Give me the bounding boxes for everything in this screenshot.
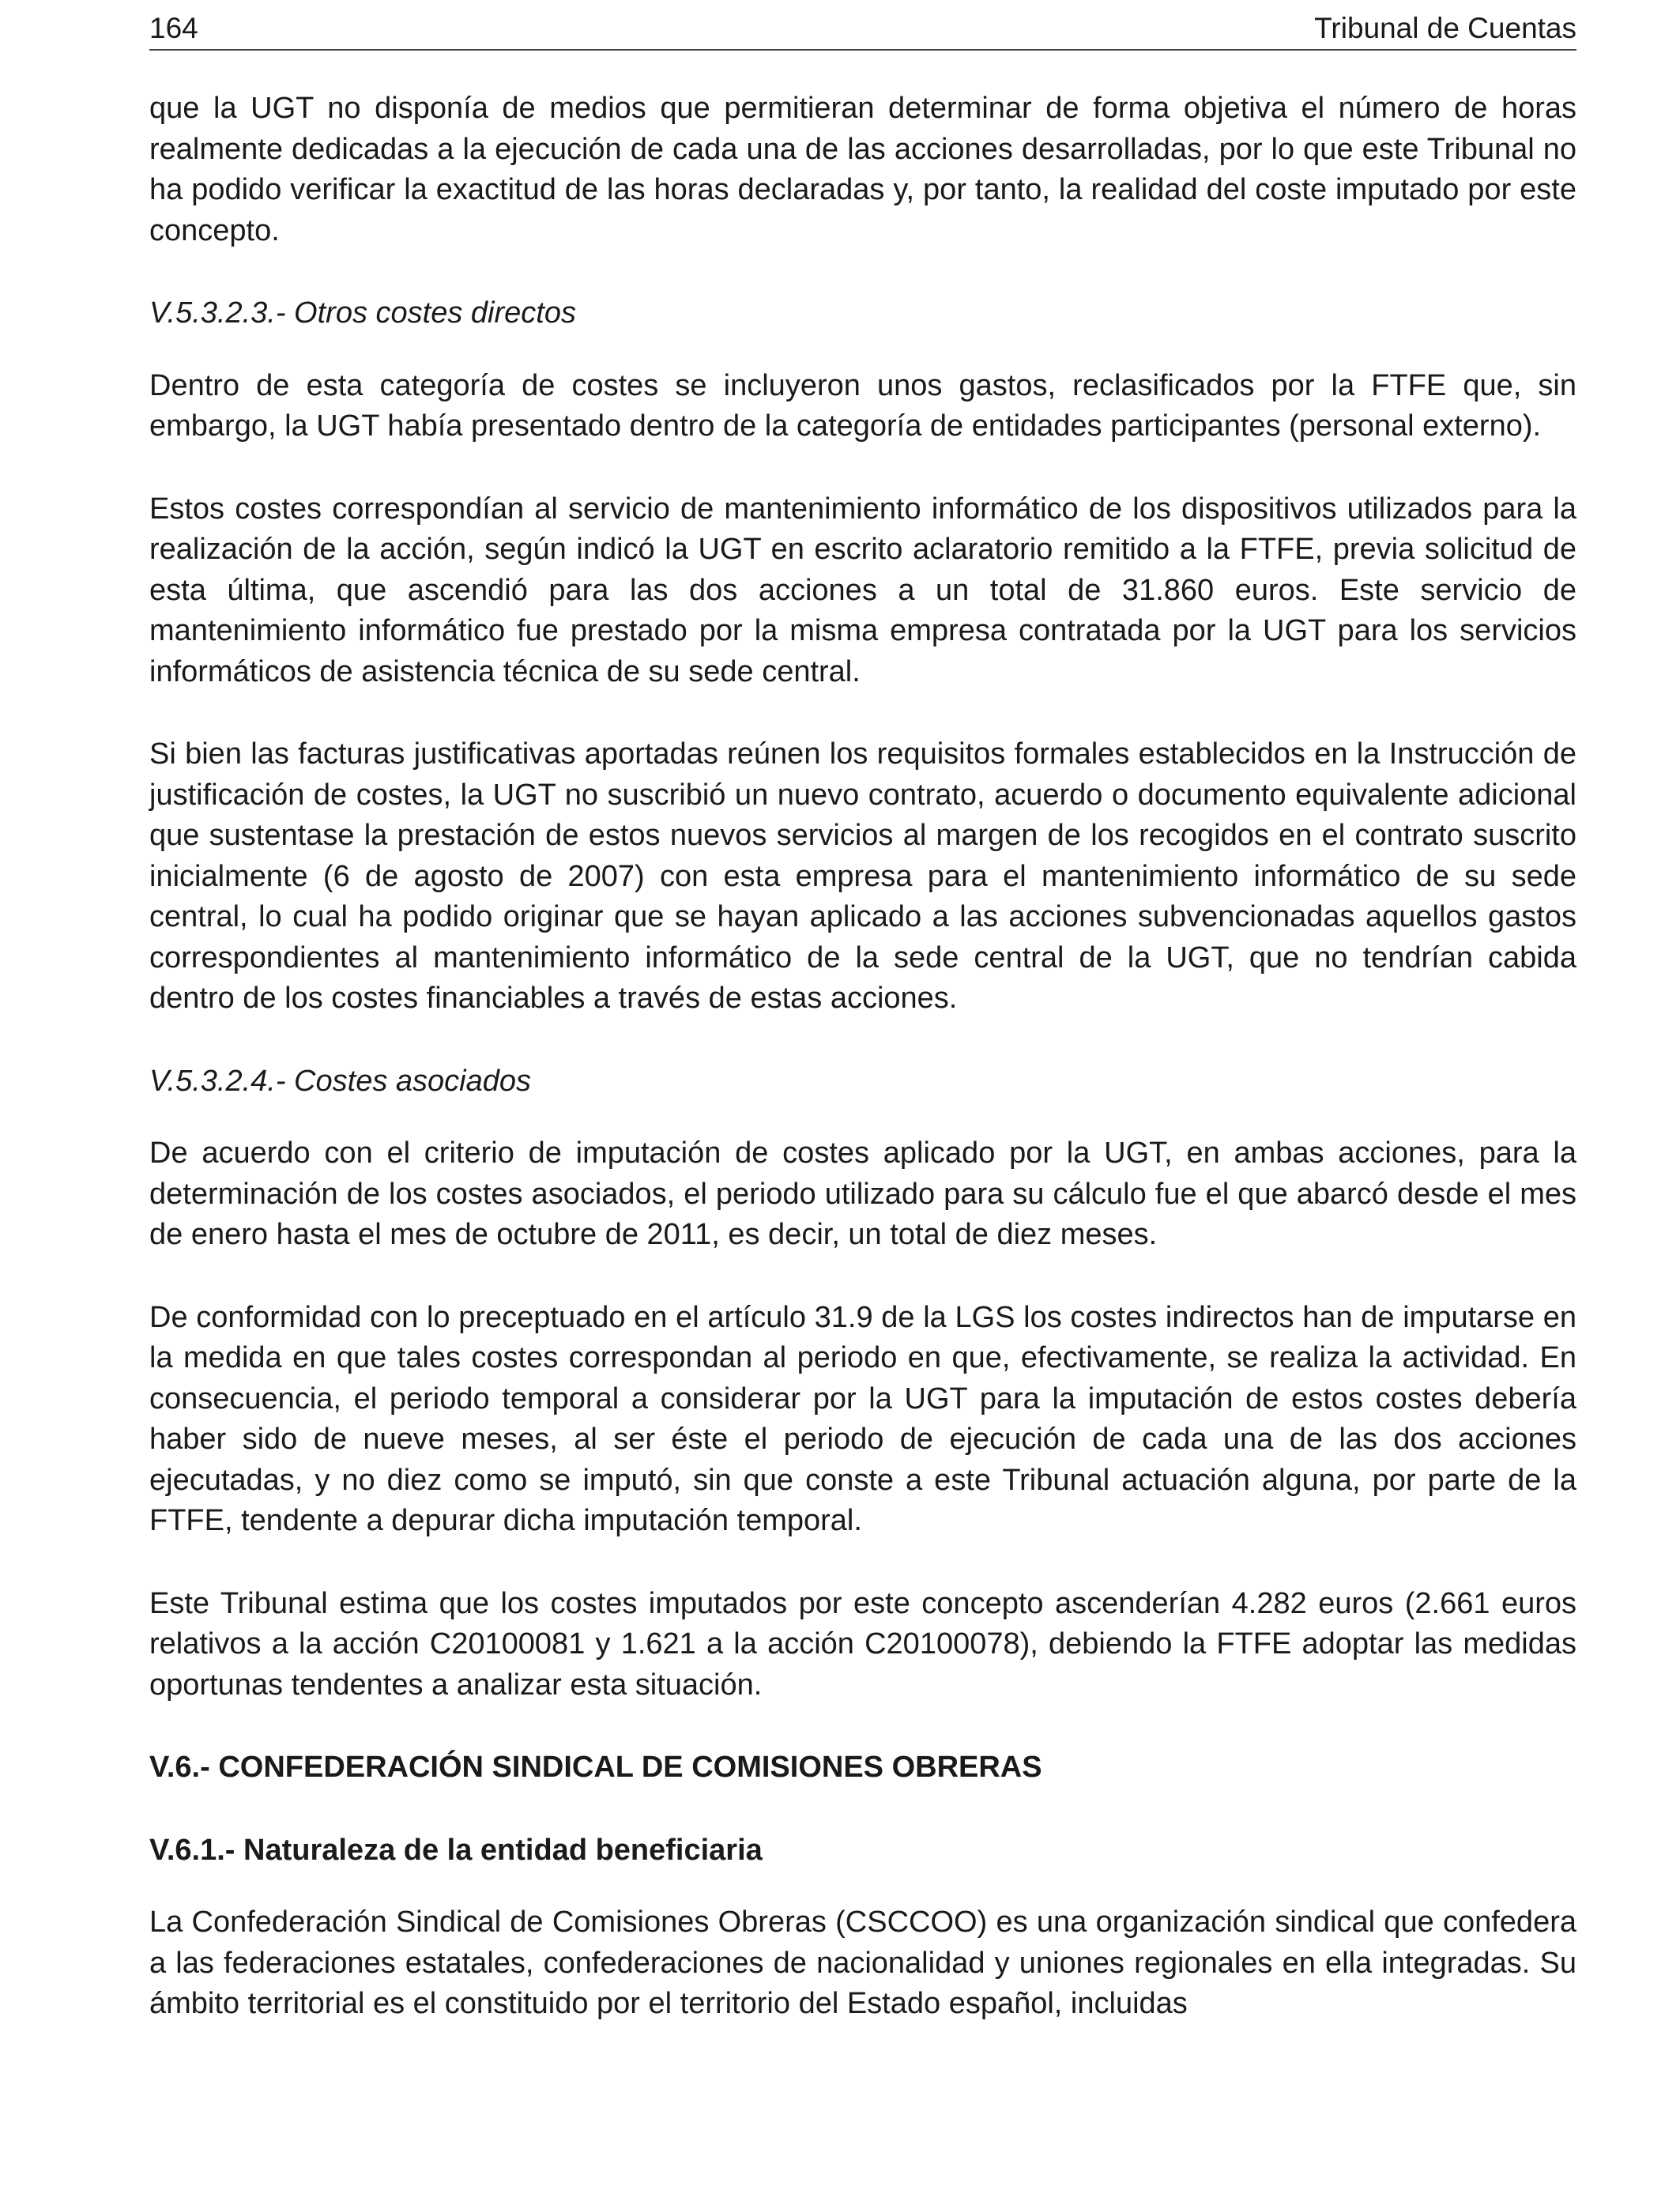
- paragraph: La Confederación Sindical de Comisiones Obreras (CSCCOO) es una organización sindical que confedera a las federaciones estatales, confederaciones de nacionalidad y uniones regionales en ella integradas. Su ámbito territorial es el constituido por el territorio del Estado español, incluidas: [149, 1906, 1576, 2020]
- paragraph: De acuerdo con el criterio de imputación de costes aplicado por la UGT, en ambas acciones, para la determinación de los costes asociados, el periodo utilizado para su cálculo fue el que abarcó desde el mes de enero hasta el mes de octubre de 2011, es decir, un total de diez meses.: [149, 1137, 1576, 1251]
- running-title: Tribunal de Cuentas: [1314, 12, 1576, 44]
- subsection-heading-v61: V.6.1.- Naturaleza de la entidad beneficiaria: [149, 1833, 763, 1867]
- page-header: [149, 9, 1576, 51]
- subheading-otros-costes-directos: V.5.3.2.3.- Otros costes directos: [149, 296, 576, 330]
- paragraph: Dentro de esta categoría de costes se incluyeron unos gastos, reclasificados por la FTFE que, sin embargo, la UGT había presentado dentro de la categoría de entidades participantes (personal externo).: [149, 368, 1576, 443]
- subheading-costes-asociados: V.5.3.2.4.- Costes asociados: [149, 1064, 531, 1098]
- paragraph: Estos costes correspondían al servicio de mantenimiento informático de los dispositivos utilizados para la realización de la acción, según indicó la UGT en escrito aclaratorio remitido a la FTFE, previa solicitud de esta última, que ascendió para las dos acciones a un total de 31.860 euros. Este servicio de mantenimiento informático fue prestado por la misma empresa contratada por la UGT para los servicios informáticos de asistencia técnica de su sede central.: [149, 492, 1576, 688]
- paragraph: Si bien las facturas justificativas aportadas reúnen los requisitos formales establecidos en la Instrucción de justificación de costes, la UGT no suscribió un nuevo contrato, acuerdo o documento equivalente adicional que sustentase la prestación de estos nuevos servicios al margen de los recogidos en el contrato suscrito inicialmente (6 de agosto de 2007) con esta empresa para el mantenimiento informático de su sede central, lo cual ha podido originar que se hayan aplicado a las acciones subvencionadas aquellos gastos correspondientes al mantenimiento informático de la sede central de la UGT, que no tendrían cabida dentro de los costes financiables a través de estas acciones.: [149, 737, 1576, 1015]
- document-body: [149, 89, 1576, 2067]
- paragraph: Este Tribunal estima que los costes imputados por este concepto ascenderían 4.282 euros (2.661 euros relativos a la acción C20100081 y 1.621 a la acción C20100078), debiendo la FTFE adoptar las medidas oportunas tendentes a analizar esta situación.: [149, 1586, 1576, 1702]
- document-page: [149, 0, 1576, 2194]
- paragraph: que la UGT no disponía de medios que permitieran determinar de forma objetiva el número de horas realmente dedicadas a la ejecución de cada una de las acciones desarrolladas, por lo que este Tribunal no ha podido verificar la exactitud de las horas declaradas y, por tanto, la realidad del coste imputado por este concepto.: [149, 92, 1576, 247]
- paragraph: De conformidad con lo preceptuado en el artículo 31.9 de la LGS los costes indirectos han de imputarse en la medida en que tales costes correspondan al periodo en que, efectivamente, se realiza la actividad. En consecuencia, el periodo temporal a considerar por la UGT para la imputación de estos costes debería haber sido de nueve meses, al ser éste el periodo de ejecución de cada una de las dos acciones ejecutadas, y no diez como se imputó, sin que conste a este Tribunal actuación alguna, por parte de la FTFE, tendente a depurar dicha imputación temporal.: [149, 1300, 1576, 1537]
- section-heading-v6: V.6.- CONFEDERACIÓN SINDICAL DE COMISIONES OBRERAS: [149, 1751, 1042, 1784]
- page-number: 164: [149, 12, 198, 44]
